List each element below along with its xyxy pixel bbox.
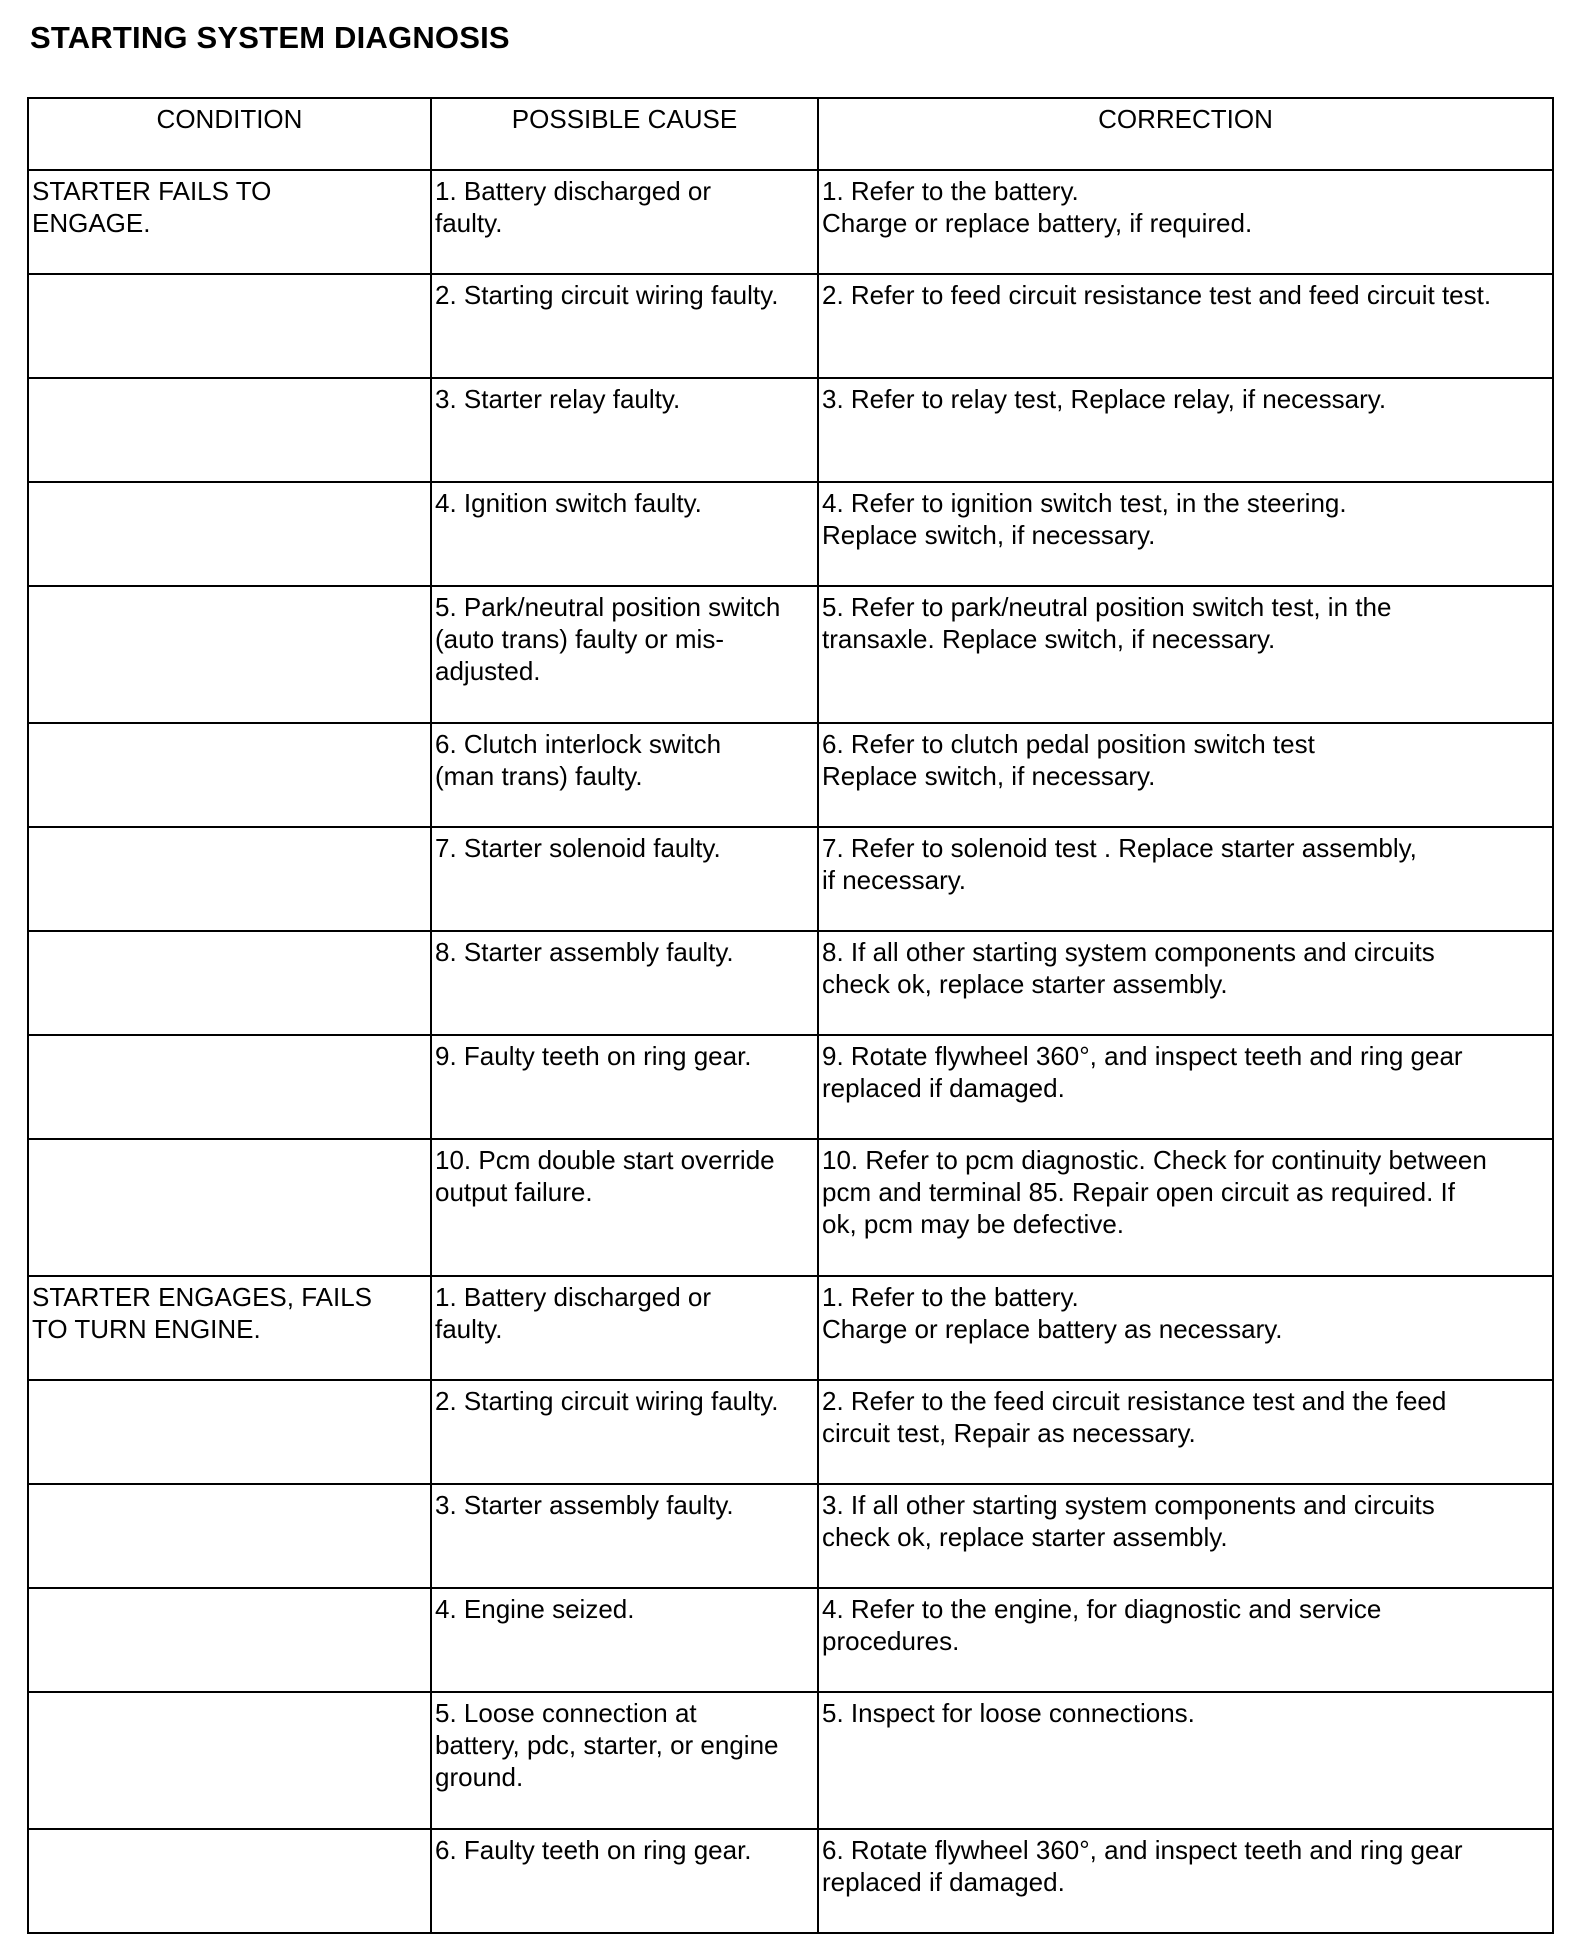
table-row [28, 378, 1553, 482]
condition-cell [28, 1484, 431, 1588]
cause-cell: 2. Starting circuit wiring faulty. [431, 274, 818, 378]
header-correction: CORRECTION [818, 98, 1553, 170]
correction-cell: 3. Refer to relay test, Replace relay, if necessary. [818, 378, 1553, 482]
correction-cell: 10. Refer to pcm diagnostic. Check for continuity between pcm and terminal 85. Repair open circuit as required. If ok, pcm may be defective. [818, 1139, 1553, 1276]
correction-cell: 5. Inspect for loose connections. [818, 1692, 1553, 1829]
condition-cell [28, 931, 431, 1035]
condition-cell [28, 378, 431, 482]
cause-cell: 6. Faulty teeth on ring gear. [431, 1829, 818, 1933]
correction-cell: 3. If all other starting system components and circuits check ok, replace starter assembly. [818, 1484, 1553, 1588]
correction-cell: 8. If all other starting system components and circuits check ok, replace starter assembly. [818, 931, 1553, 1035]
condition-cell [28, 1588, 431, 1692]
diagnosis-table [27, 97, 1554, 1934]
condition-cell [28, 1692, 431, 1829]
correction-cell: 1. Refer to the battery. Charge or replace battery, if required. [818, 170, 1553, 274]
table-row [28, 1829, 1553, 1933]
header-condition: CONDITION [28, 98, 431, 170]
condition-cell [28, 1829, 431, 1933]
table-row [28, 1035, 1553, 1139]
condition-cell [28, 274, 431, 378]
cause-cell: 7. Starter solenoid faulty. [431, 827, 818, 931]
condition-cell [28, 1139, 431, 1276]
cause-cell: 2. Starting circuit wiring faulty. [431, 1380, 818, 1484]
cause-cell: 1. Battery discharged or faulty. [431, 170, 818, 274]
condition-cell [28, 723, 431, 827]
correction-cell: 6. Rotate flywheel 360°, and inspect teeth and ring gear replaced if damaged. [818, 1829, 1553, 1933]
table-row [28, 170, 1553, 274]
table-row [28, 1276, 1553, 1380]
table-row [28, 827, 1553, 931]
cause-cell: 5. Loose connection at battery, pdc, starter, or engine ground. [431, 1692, 818, 1829]
correction-cell: 6. Refer to clutch pedal position switch test Replace switch, if necessary. [818, 723, 1553, 827]
condition-cell [28, 482, 431, 586]
correction-cell: 7. Refer to solenoid test . Replace starter assembly, if necessary. [818, 827, 1553, 931]
table-row [28, 586, 1553, 723]
correction-cell: 4. Refer to ignition switch test, in the steering. Replace switch, if necessary. [818, 482, 1553, 586]
table-row [28, 723, 1553, 827]
correction-cell: 1. Refer to the battery. Charge or replace battery as necessary. [818, 1276, 1553, 1380]
condition-cell: STARTER ENGAGES, FAILS TO TURN ENGINE. [28, 1276, 431, 1380]
table-row [28, 274, 1553, 378]
cause-cell: 1. Battery discharged or faulty. [431, 1276, 818, 1380]
correction-cell: 4. Refer to the engine, for diagnostic and service procedures. [818, 1588, 1553, 1692]
condition-cell: STARTER FAILS TO ENGAGE. [28, 170, 431, 274]
correction-cell: 2. Refer to the feed circuit resistance test and the feed circuit test, Repair as necessary. [818, 1380, 1553, 1484]
condition-cell [28, 1380, 431, 1484]
table-header-row [28, 98, 1553, 170]
cause-cell: 10. Pcm double start override output failure. [431, 1139, 818, 1276]
header-possible-cause: POSSIBLE CAUSE [431, 98, 818, 170]
cause-cell: 4. Ignition switch faulty. [431, 482, 818, 586]
condition-cell [28, 586, 431, 723]
table-row [28, 1484, 1553, 1588]
cause-cell: 6. Clutch interlock switch (man trans) faulty. [431, 723, 818, 827]
correction-cell: 9. Rotate flywheel 360°, and inspect teeth and ring gear replaced if damaged. [818, 1035, 1553, 1139]
table-row [28, 931, 1553, 1035]
correction-cell: 5. Refer to park/neutral position switch test, in the transaxle. Replace switch, if necessary. [818, 586, 1553, 723]
cause-cell: 3. Starter relay faulty. [431, 378, 818, 482]
table-row [28, 1380, 1553, 1484]
correction-cell: 2. Refer to feed circuit resistance test and feed circuit test. [818, 274, 1553, 378]
cause-cell: 5. Park/neutral position switch (auto trans) faulty or mis- adjusted. [431, 586, 818, 723]
cause-cell: 4. Engine seized. [431, 1588, 818, 1692]
condition-cell [28, 1035, 431, 1139]
table-row [28, 1692, 1553, 1829]
condition-cell [28, 827, 431, 931]
page-title: STARTING SYSTEM DIAGNOSIS [30, 20, 510, 55]
cause-cell: 9. Faulty teeth on ring gear. [431, 1035, 818, 1139]
cause-cell: 8. Starter assembly faulty. [431, 931, 818, 1035]
cause-cell: 3. Starter assembly faulty. [431, 1484, 818, 1588]
table-row [28, 1588, 1553, 1692]
table-row [28, 1139, 1553, 1276]
table-row [28, 482, 1553, 586]
